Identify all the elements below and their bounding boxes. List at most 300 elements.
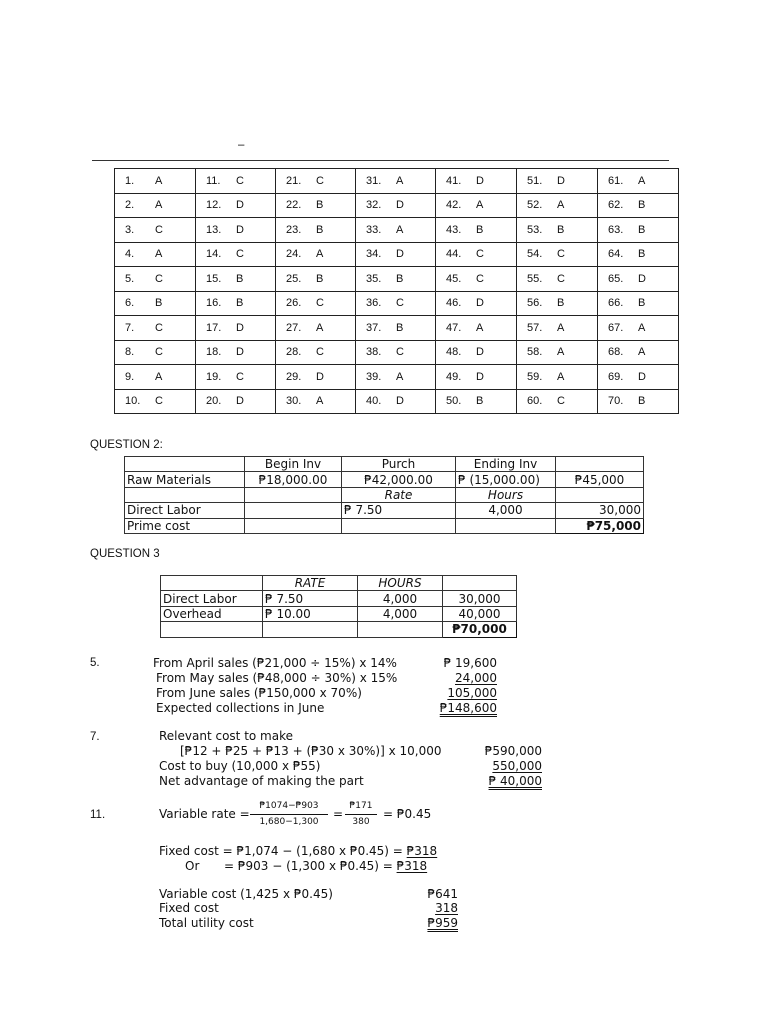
question2-cell	[342, 518, 456, 533]
problem5-line-total: Expected collections in June	[156, 701, 325, 715]
answer-number: 17.	[206, 321, 222, 334]
answer-cell	[115, 389, 196, 414]
answer-cell	[356, 365, 436, 390]
question3-cell	[443, 576, 517, 591]
answer-key-table	[114, 168, 679, 414]
answer-cell	[356, 193, 436, 218]
answer-cell	[436, 242, 517, 267]
question3-cell	[263, 622, 358, 637]
answer-cell	[115, 193, 196, 218]
problem5-amount-total: ₱148,600	[439, 701, 497, 715]
answer-cell	[276, 169, 356, 194]
answer-number: 37.	[366, 321, 382, 334]
answer-letter: A	[638, 346, 646, 359]
answer-number: 43.	[446, 223, 462, 236]
answer-cell	[196, 316, 276, 341]
answer-letter: D	[476, 297, 484, 310]
answer-cell	[276, 193, 356, 218]
answer-letter: D	[396, 199, 404, 212]
answer-number: 23.	[286, 223, 302, 236]
answer-cell	[356, 291, 436, 316]
answer-letter: A	[476, 321, 484, 334]
question2-cell: Prime cost	[125, 518, 245, 533]
answer-cell	[517, 267, 598, 292]
answer-cell	[196, 340, 276, 365]
answer-cell	[115, 316, 196, 341]
answer-number: 6.	[125, 297, 135, 310]
question2-cell	[245, 518, 342, 533]
answer-letter: B	[316, 272, 324, 285]
question2-cell	[556, 457, 644, 472]
answer-cell	[276, 218, 356, 243]
answer-letter: D	[638, 272, 646, 285]
answer-cell	[436, 267, 517, 292]
answer-letter: A	[557, 199, 565, 212]
answer-letter: D	[476, 174, 484, 187]
answer-number: 67.	[608, 321, 624, 334]
answer-letter: A	[638, 321, 646, 334]
answer-number: 70.	[608, 395, 624, 408]
answer-number: 25.	[286, 272, 302, 285]
answer-number: 9.	[125, 370, 135, 383]
answer-letter: D	[476, 346, 484, 359]
problem7-amount-buy: 550,000	[492, 759, 542, 773]
question3-label: QUESTION 3	[90, 548, 160, 560]
question2-cell: ₱45,000	[556, 472, 644, 487]
answer-cell	[276, 340, 356, 365]
question3-cell: HOURS	[358, 576, 443, 591]
question2-row	[125, 457, 644, 472]
answer-number: 4.	[125, 248, 135, 261]
answer-number: 38.	[366, 346, 382, 359]
problem5-amount-april: ₱ 19,600	[443, 656, 497, 670]
answer-cell	[598, 365, 679, 390]
answer-row	[115, 267, 679, 292]
answer-number: 56.	[527, 297, 543, 310]
answer-letter: B	[557, 223, 565, 236]
question2-cell: ₱42,000.00	[342, 472, 456, 487]
answer-letter: B	[316, 199, 324, 212]
answer-number: 53.	[527, 223, 543, 236]
answer-number: 41.	[446, 174, 462, 187]
answer-letter: D	[236, 199, 244, 212]
question3-cell: 40,000	[443, 606, 517, 621]
answer-number: 31.	[366, 174, 382, 187]
answer-cell	[436, 218, 517, 243]
problem11-fixed-cost-alt-value: ₱318	[396, 859, 428, 873]
question2-cell: Begin Inv	[245, 457, 342, 472]
problem11-fraction-2-denominator: 380	[352, 817, 370, 827]
answer-letter: A	[316, 395, 324, 408]
answer-cell	[196, 267, 276, 292]
question2-label: QUESTION 2:	[90, 439, 163, 451]
answer-letter: C	[155, 346, 163, 359]
answer-letter: C	[236, 248, 244, 261]
answer-number: 28.	[286, 346, 302, 359]
question2-table	[124, 456, 644, 534]
answer-letter: D	[316, 370, 324, 383]
answer-cell	[436, 193, 517, 218]
question3-cell: ₱ 7.50	[263, 591, 358, 606]
answer-number: 29.	[286, 370, 302, 383]
answer-cell	[276, 267, 356, 292]
answer-cell	[598, 267, 679, 292]
answer-number: 57.	[527, 321, 543, 334]
answer-letter: C	[557, 272, 565, 285]
answer-letter: A	[396, 370, 404, 383]
answer-number: 11.	[206, 174, 221, 187]
answer-letter: A	[557, 346, 565, 359]
answer-number: 69.	[608, 370, 624, 383]
answer-letter: A	[316, 321, 324, 334]
answer-letter: B	[476, 223, 484, 236]
answer-cell	[356, 242, 436, 267]
answer-number: 66.	[608, 297, 624, 310]
answer-cell	[115, 267, 196, 292]
question2-cell	[556, 487, 644, 502]
answer-cell	[517, 169, 598, 194]
answer-cell	[115, 218, 196, 243]
answer-letter: A	[155, 248, 163, 261]
problem11-summary-fixed-amount: 318	[435, 901, 458, 915]
answer-cell	[115, 340, 196, 365]
answer-number: 32.	[366, 199, 382, 212]
question2-cell: Raw Materials	[125, 472, 245, 487]
problem5-line-may: From May sales (₱48,000 ÷ 30%) x 15%	[156, 671, 398, 685]
answer-letter: A	[316, 248, 324, 261]
problem7-net: Net advantage of making the part	[159, 774, 364, 788]
answer-cell	[517, 291, 598, 316]
problem5-line-june: From June sales (₱150,000 x 70%)	[156, 686, 362, 700]
answer-cell	[598, 291, 679, 316]
answer-letter: C	[476, 272, 484, 285]
question3-table	[160, 575, 517, 638]
answer-letter: C	[316, 346, 324, 359]
answer-letter: D	[236, 321, 244, 334]
answer-letter: D	[638, 370, 646, 383]
problem11-fraction-2-numerator: ₱171	[345, 801, 377, 815]
question3-row	[161, 606, 517, 621]
problem7-buy: Cost to buy (10,000 x ₱55)	[159, 759, 321, 773]
answer-cell	[436, 340, 517, 365]
answer-number: 55.	[527, 272, 543, 285]
answer-letter: C	[155, 395, 163, 408]
question2-cell	[125, 487, 245, 502]
answer-number: 35.	[366, 272, 382, 285]
answer-letter: B	[557, 297, 565, 310]
answer-row	[115, 389, 679, 414]
answer-letter: D	[557, 174, 565, 187]
problem7-amount-net: ₱ 40,000	[488, 774, 542, 788]
answer-number: 45.	[446, 272, 462, 285]
answer-row	[115, 365, 679, 390]
answer-letter: B	[638, 297, 646, 310]
answer-letter: B	[236, 297, 244, 310]
answer-letter: B	[638, 223, 646, 236]
answer-row	[115, 316, 679, 341]
answer-row	[115, 169, 679, 194]
question3-cell: Overhead	[161, 606, 263, 621]
answer-cell	[598, 340, 679, 365]
question2-cell: Direct Labor	[125, 503, 245, 518]
answer-number: 60.	[527, 395, 543, 408]
answer-letter: C	[476, 248, 484, 261]
answer-number: 2.	[125, 199, 135, 212]
answer-letter: A	[155, 174, 163, 187]
answer-number: 1.	[125, 174, 135, 187]
question3-row	[161, 591, 517, 606]
answer-number: 51.	[527, 174, 543, 187]
answer-cell	[115, 365, 196, 390]
answer-cell	[276, 291, 356, 316]
answer-letter: B	[476, 395, 484, 408]
answer-cell	[115, 242, 196, 267]
answer-number: 61.	[608, 174, 624, 187]
answer-letter: C	[396, 346, 404, 359]
answer-cell	[436, 169, 517, 194]
problem7-number: 7.	[90, 731, 100, 743]
answer-number: 20.	[206, 395, 222, 408]
answer-cell	[356, 169, 436, 194]
answer-number: 8.	[125, 346, 135, 359]
problem5-amount-may: 24,000	[455, 671, 497, 685]
problem11-number: 11.	[90, 809, 106, 821]
answer-cell	[517, 242, 598, 267]
answer-letter: C	[557, 248, 565, 261]
answer-letter: A	[557, 321, 565, 334]
answer-letter: B	[638, 248, 646, 261]
question2-row	[125, 472, 644, 487]
answer-cell	[196, 389, 276, 414]
answer-cell	[517, 389, 598, 414]
answer-number: 58.	[527, 346, 543, 359]
answer-cell	[517, 218, 598, 243]
answer-cell	[276, 389, 356, 414]
answer-number: 44.	[446, 248, 462, 261]
question2-cell	[456, 518, 556, 533]
answer-number: 59.	[527, 370, 543, 383]
header-rule	[92, 160, 669, 161]
answer-letter: C	[155, 321, 163, 334]
answer-number: 22.	[286, 199, 302, 212]
answer-cell	[598, 169, 679, 194]
answer-letter: D	[236, 346, 244, 359]
problem11-fixed-cost-alt-text: = ₱903 − (1,300 x ₱0.45) =	[224, 859, 397, 873]
answer-letter: C	[316, 297, 324, 310]
question2-cell: Purch	[342, 457, 456, 472]
question2-cell: 4,000	[456, 503, 556, 518]
answer-number: 3.	[125, 223, 135, 236]
problem7-title: Relevant cost to make	[159, 729, 293, 743]
question3-cell: Direct Labor	[161, 591, 263, 606]
problem11-summary-total-label: Total utility cost	[159, 916, 254, 930]
problem11-fixed-cost-text: Fixed cost = ₱1,074 − (1,680 x ₱0.45) =	[159, 844, 407, 858]
answer-letter: C	[155, 223, 163, 236]
answer-letter: B	[396, 321, 404, 334]
answer-number: 36.	[366, 297, 382, 310]
answer-number: 15.	[206, 272, 222, 285]
question3-cell: ₱70,000	[443, 622, 517, 637]
answer-number: 50.	[446, 395, 462, 408]
answer-number: 24.	[286, 248, 302, 261]
question3-row	[161, 576, 517, 591]
answer-row	[115, 242, 679, 267]
answer-cell	[196, 365, 276, 390]
answer-letter: B	[236, 272, 244, 285]
answer-number: 40.	[366, 395, 382, 408]
problem11-summary-variable-amount: ₱641	[427, 887, 458, 901]
question2-row	[125, 503, 644, 518]
answer-cell	[196, 242, 276, 267]
problem11-summary-total-amount: ₱959	[427, 916, 458, 930]
answer-number: 47.	[446, 321, 462, 334]
question2-row	[125, 518, 644, 533]
answer-cell	[598, 242, 679, 267]
problem11-fraction-1	[250, 801, 328, 828]
problem11-fixed-cost-value: ₱318	[406, 844, 438, 858]
answer-number: 19.	[206, 370, 222, 383]
answer-number: 10.	[125, 395, 141, 408]
answer-number: 21.	[286, 174, 302, 187]
answer-cell	[598, 193, 679, 218]
answer-letter: D	[396, 395, 404, 408]
answer-cell	[115, 169, 196, 194]
answer-cell	[356, 340, 436, 365]
problem11-fixed-cost-line	[159, 844, 437, 858]
question2-cell	[125, 457, 245, 472]
answer-cell	[598, 316, 679, 341]
question3-cell: RATE	[263, 576, 358, 591]
question2-cell: ₱ (15,000.00)	[456, 472, 556, 487]
answer-cell	[196, 169, 276, 194]
answer-number: 39.	[366, 370, 382, 383]
question3-cell: ₱ 10.00	[263, 606, 358, 621]
question2-cell: ₱18,000.00	[245, 472, 342, 487]
answer-cell	[356, 218, 436, 243]
answer-number: 49.	[446, 370, 462, 383]
answer-number: 54.	[527, 248, 543, 261]
problem11-summary-fixed-label: Fixed cost	[159, 901, 219, 915]
answer-letter: C	[557, 395, 565, 408]
answer-letter: B	[155, 297, 163, 310]
answer-number: 12.	[206, 199, 222, 212]
answer-letter: B	[396, 272, 404, 285]
answer-number: 48.	[446, 346, 462, 359]
question3-cell	[161, 622, 263, 637]
problem11-fraction-2	[345, 801, 377, 828]
answer-letter: A	[557, 370, 565, 383]
question3-row	[161, 622, 517, 637]
answer-number: 62.	[608, 199, 624, 212]
problem11-summary-variable-label: Variable cost (1,425 x ₱0.45)	[159, 887, 333, 901]
question3-cell: 30,000	[443, 591, 517, 606]
question2-cell: ₱ 7.50	[342, 503, 456, 518]
question3-cell: 4,000	[358, 591, 443, 606]
answer-number: 52.	[527, 199, 543, 212]
answer-letter: B	[316, 223, 324, 236]
answer-number: 34.	[366, 248, 382, 261]
answer-letter: A	[638, 174, 646, 187]
problem7-formula: [₱12 + ₱25 + ₱13 + (₱30 x 30%)] x 10,000	[180, 744, 442, 758]
answer-cell	[517, 193, 598, 218]
answer-cell	[436, 291, 517, 316]
answer-cell	[276, 242, 356, 267]
answer-letter: D	[236, 223, 244, 236]
answer-cell	[517, 316, 598, 341]
problem11-fixed-cost-alt-line	[224, 859, 427, 873]
answer-cell	[598, 389, 679, 414]
problem5-line-april: From April sales (₱21,000 ÷ 15%) x 14%	[153, 656, 397, 670]
answer-number: 64.	[608, 248, 624, 261]
header-dash: –	[238, 139, 245, 151]
answer-cell	[356, 267, 436, 292]
answer-letter: A	[396, 174, 404, 187]
answer-number: 68.	[608, 346, 624, 359]
problem7-amount-make: ₱590,000	[484, 744, 542, 758]
answer-cell	[196, 291, 276, 316]
answer-cell	[356, 316, 436, 341]
answer-cell	[598, 218, 679, 243]
answer-cell	[356, 389, 436, 414]
answer-cell	[436, 389, 517, 414]
answer-cell	[276, 316, 356, 341]
answer-letter: B	[638, 395, 646, 408]
question2-cell: Ending Inv	[456, 457, 556, 472]
answer-letter: D	[476, 370, 484, 383]
problem11-equals: =	[333, 807, 344, 821]
answer-number: 16.	[206, 297, 222, 310]
question2-cell	[245, 487, 342, 502]
answer-row	[115, 218, 679, 243]
answer-cell	[517, 340, 598, 365]
answer-number: 63.	[608, 223, 624, 236]
problem11-or-label: Or	[185, 859, 200, 873]
answer-letter: A	[476, 199, 484, 212]
answer-number: 26.	[286, 297, 302, 310]
answer-number: 18.	[206, 346, 222, 359]
question2-row	[125, 487, 644, 502]
answer-letter: C	[316, 174, 324, 187]
answer-letter: C	[236, 370, 244, 383]
answer-letter: D	[396, 248, 404, 261]
answer-cell	[196, 218, 276, 243]
problem11-fraction-1-denominator: 1,680−1,300	[259, 817, 319, 827]
answer-number: 14.	[206, 248, 222, 261]
question2-cell: 30,000	[556, 503, 644, 518]
question2-cell	[245, 503, 342, 518]
answer-cell	[517, 365, 598, 390]
answer-number: 13.	[206, 223, 222, 236]
answer-letter: A	[155, 370, 163, 383]
answer-letter: A	[396, 223, 404, 236]
answer-number: 27.	[286, 321, 302, 334]
answer-row	[115, 193, 679, 218]
question3-cell	[358, 622, 443, 637]
question2-cell: ₱75,000	[556, 518, 644, 533]
answer-letter: C	[396, 297, 404, 310]
answer-cell	[436, 365, 517, 390]
answer-cell	[276, 365, 356, 390]
answer-row	[115, 291, 679, 316]
answer-number: 7.	[125, 321, 135, 334]
answer-number: 33.	[366, 223, 382, 236]
answer-letter: D	[236, 395, 244, 408]
problem5-number: 5.	[90, 657, 100, 669]
answer-cell	[436, 316, 517, 341]
problem11-variable-result: = ₱0.45	[383, 807, 432, 821]
problem5-amount-june: 105,000	[447, 686, 497, 700]
question2-cell: Hours	[456, 487, 556, 502]
